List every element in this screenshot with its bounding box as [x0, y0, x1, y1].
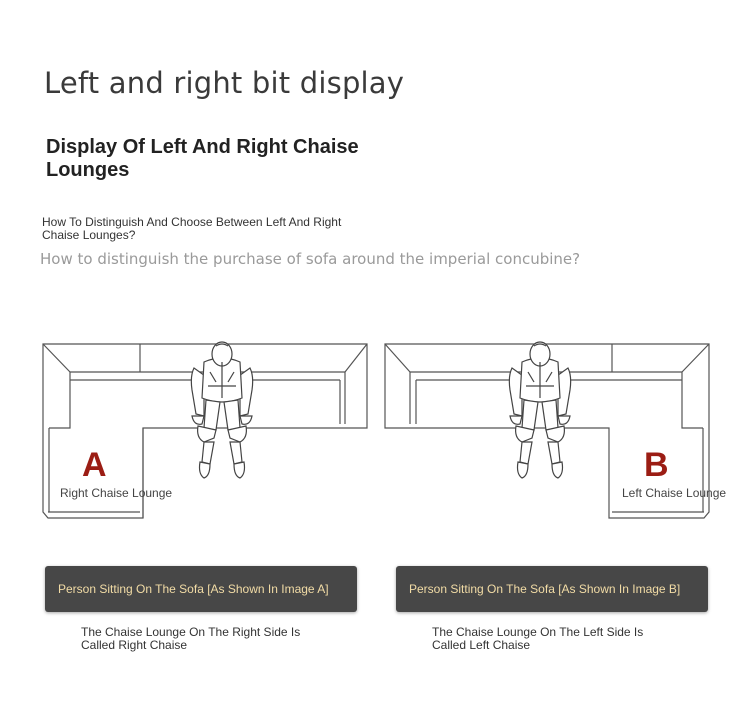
- caption-bar-a: [45, 566, 357, 612]
- note-a: The Chaise Lounge On The Right Side Is Called Right Chaise: [81, 625, 301, 652]
- caption-bar-b-text: Person Sitting On The Sofa [As Shown In Image B]: [409, 582, 681, 596]
- left-chaise-label: Left Chaise Lounge: [622, 486, 727, 500]
- right-chaise-label: Right Chaise Lounge: [60, 486, 173, 500]
- letter-a: A: [82, 446, 107, 484]
- page-title: Left and right bit display: [44, 66, 405, 100]
- letter-b: B: [644, 446, 669, 484]
- caption-bar-b: [396, 566, 708, 612]
- section-heading: Display Of Left And Right Chaise Lounges: [46, 136, 359, 181]
- question-faded-text: How to distinguish the purchase of sofa around the imperial concubine?: [40, 250, 581, 268]
- caption-bar-a-text: Person Sitting On The Sofa [As Shown In Image A]: [58, 582, 329, 596]
- question-text: How To Distinguish And Choose Between Left And Right Chaise Lounges?: [42, 215, 342, 242]
- note-b: The Chaise Lounge On The Left Side Is Called Left Chaise: [432, 625, 644, 652]
